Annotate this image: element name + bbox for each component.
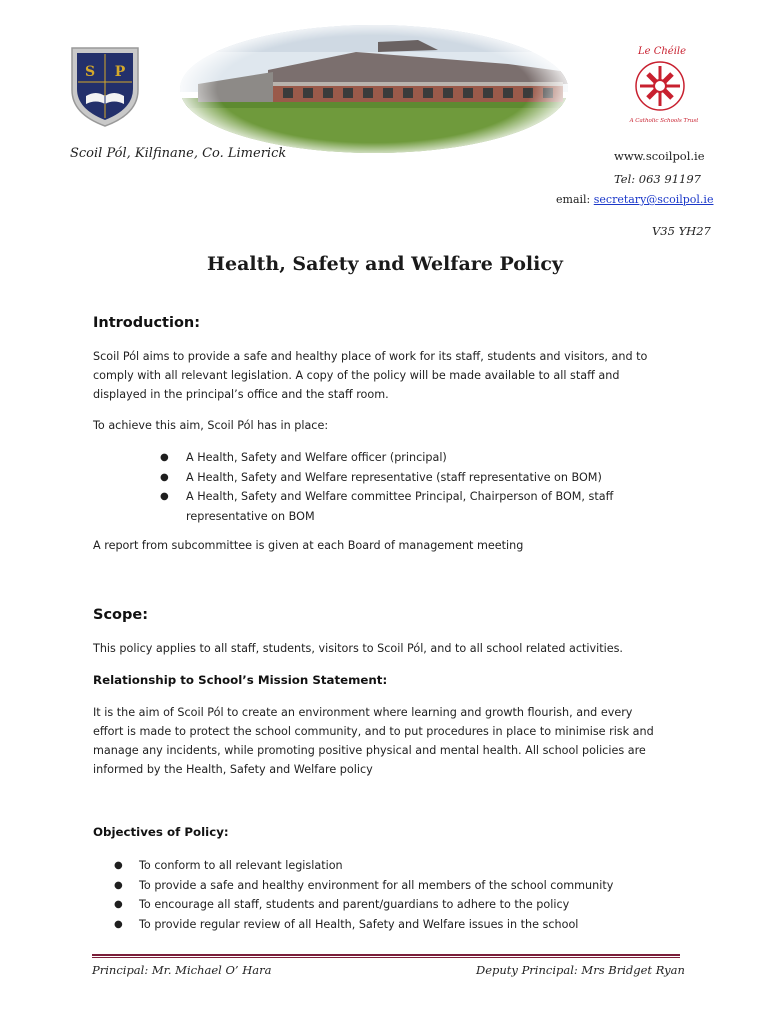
school-crest-logo	[68, 44, 142, 128]
introduction-line: Scoil Pól aims to provide a safe and healthy place of work for its staff, students and visitors, and to	[93, 350, 648, 363]
le-cheile-trust-logo	[620, 40, 698, 126]
scope-heading: Scope:	[93, 607, 149, 623]
footer-principal: Principal: Mr. Michael O’ Hara	[92, 963, 272, 977]
list-item-continuation: representative on BOM	[186, 509, 315, 523]
objectives-heading: Objectives of Policy:	[93, 825, 229, 839]
email-link[interactable]: secretary@scoilpol.ie	[593, 193, 714, 206]
introduction-paragraph	[93, 347, 693, 404]
crest-letter-p: P	[114, 64, 126, 80]
introduction-line: displayed in the principal’s office and the staff room.	[93, 388, 389, 401]
bullet-icon: ●	[160, 471, 169, 483]
relationship-line: It is the aim of Scoil Pól to create an environment where learning and growth flourish, and every	[93, 706, 633, 719]
relationship-line: effort is made to protect the school community, and to put procedures in place to minimise risk and	[93, 725, 654, 738]
introduction-line: comply with all relevant legislation. A copy of the policy will be made available to all staff and	[93, 369, 620, 382]
school-eircode: V35 YH27	[652, 224, 711, 238]
bullet-icon: ●	[114, 879, 123, 891]
list-item: ● A Health, Safety and Welfare officer (principal)	[160, 448, 680, 468]
list-item: ● To provide regular review of all Health, Safety and Welfare issues in the school	[114, 915, 674, 935]
bullet-icon: ●	[114, 899, 123, 910]
le-cheile-wordmark: Le Chéile	[637, 46, 687, 57]
school-website[interactable]: www.scoilpol.ie	[614, 149, 705, 163]
bullet-icon: ●	[114, 860, 123, 871]
school-address: Scoil Pól, Kilfinane, Co. Limerick	[70, 146, 287, 161]
relationship-paragraph	[93, 703, 693, 779]
footer-rule-thick	[92, 954, 680, 956]
list-item: ● To encourage all staff, students and parent/guardians to adhere to the policy	[114, 895, 674, 915]
bullet-icon: ●	[160, 452, 169, 463]
list-item: ● A Health, Safety and Welfare committee Principal, Chairperson of BOM, staff	[160, 487, 680, 507]
list-item: ● To conform to all relevant legislation	[114, 856, 674, 876]
email-label: email:	[556, 193, 591, 206]
school-building-photo	[178, 22, 570, 156]
introduction-bullet-list	[160, 448, 680, 526]
bullet-icon: ●	[160, 491, 169, 502]
scope-paragraph: This policy applies to all staff, students, visitors to Scoil Pól, and to all school related activities.	[93, 642, 623, 655]
introduction-heading: Introduction:	[93, 315, 201, 331]
list-item: ● A Health, Safety and Welfare representative (staff representative on BOM)	[160, 468, 680, 488]
list-item: ● To provide a safe and healthy environment for all members of the school community	[114, 876, 674, 896]
crest-letter-s: S	[84, 64, 96, 80]
document-title: Health, Safety and Welfare Policy	[207, 253, 563, 275]
introduction-aim-line: To achieve this aim, Scoil Pól has in place:	[93, 419, 329, 432]
school-telephone: Tel: 063 91197	[614, 172, 701, 186]
footer-deputy-principal: Deputy Principal: Mrs Bridget Ryan	[476, 963, 685, 977]
report-line: A report from subcommittee is given at each Board of management meeting	[93, 539, 524, 552]
objectives-bullet-list	[114, 856, 674, 934]
school-email-line	[556, 193, 713, 206]
bullet-icon: ●	[114, 918, 123, 930]
relationship-heading: Relationship to School’s Mission Statement:	[93, 673, 388, 687]
relationship-line: informed by the Health, Safety and Welfare policy	[93, 763, 373, 776]
footer-rule-thin	[92, 957, 680, 958]
le-cheile-tagline: A Catholic Schools Trust	[629, 118, 698, 124]
relationship-line: manage any incidents, while promoting positive physical and mental health. All school policies are	[93, 744, 646, 757]
